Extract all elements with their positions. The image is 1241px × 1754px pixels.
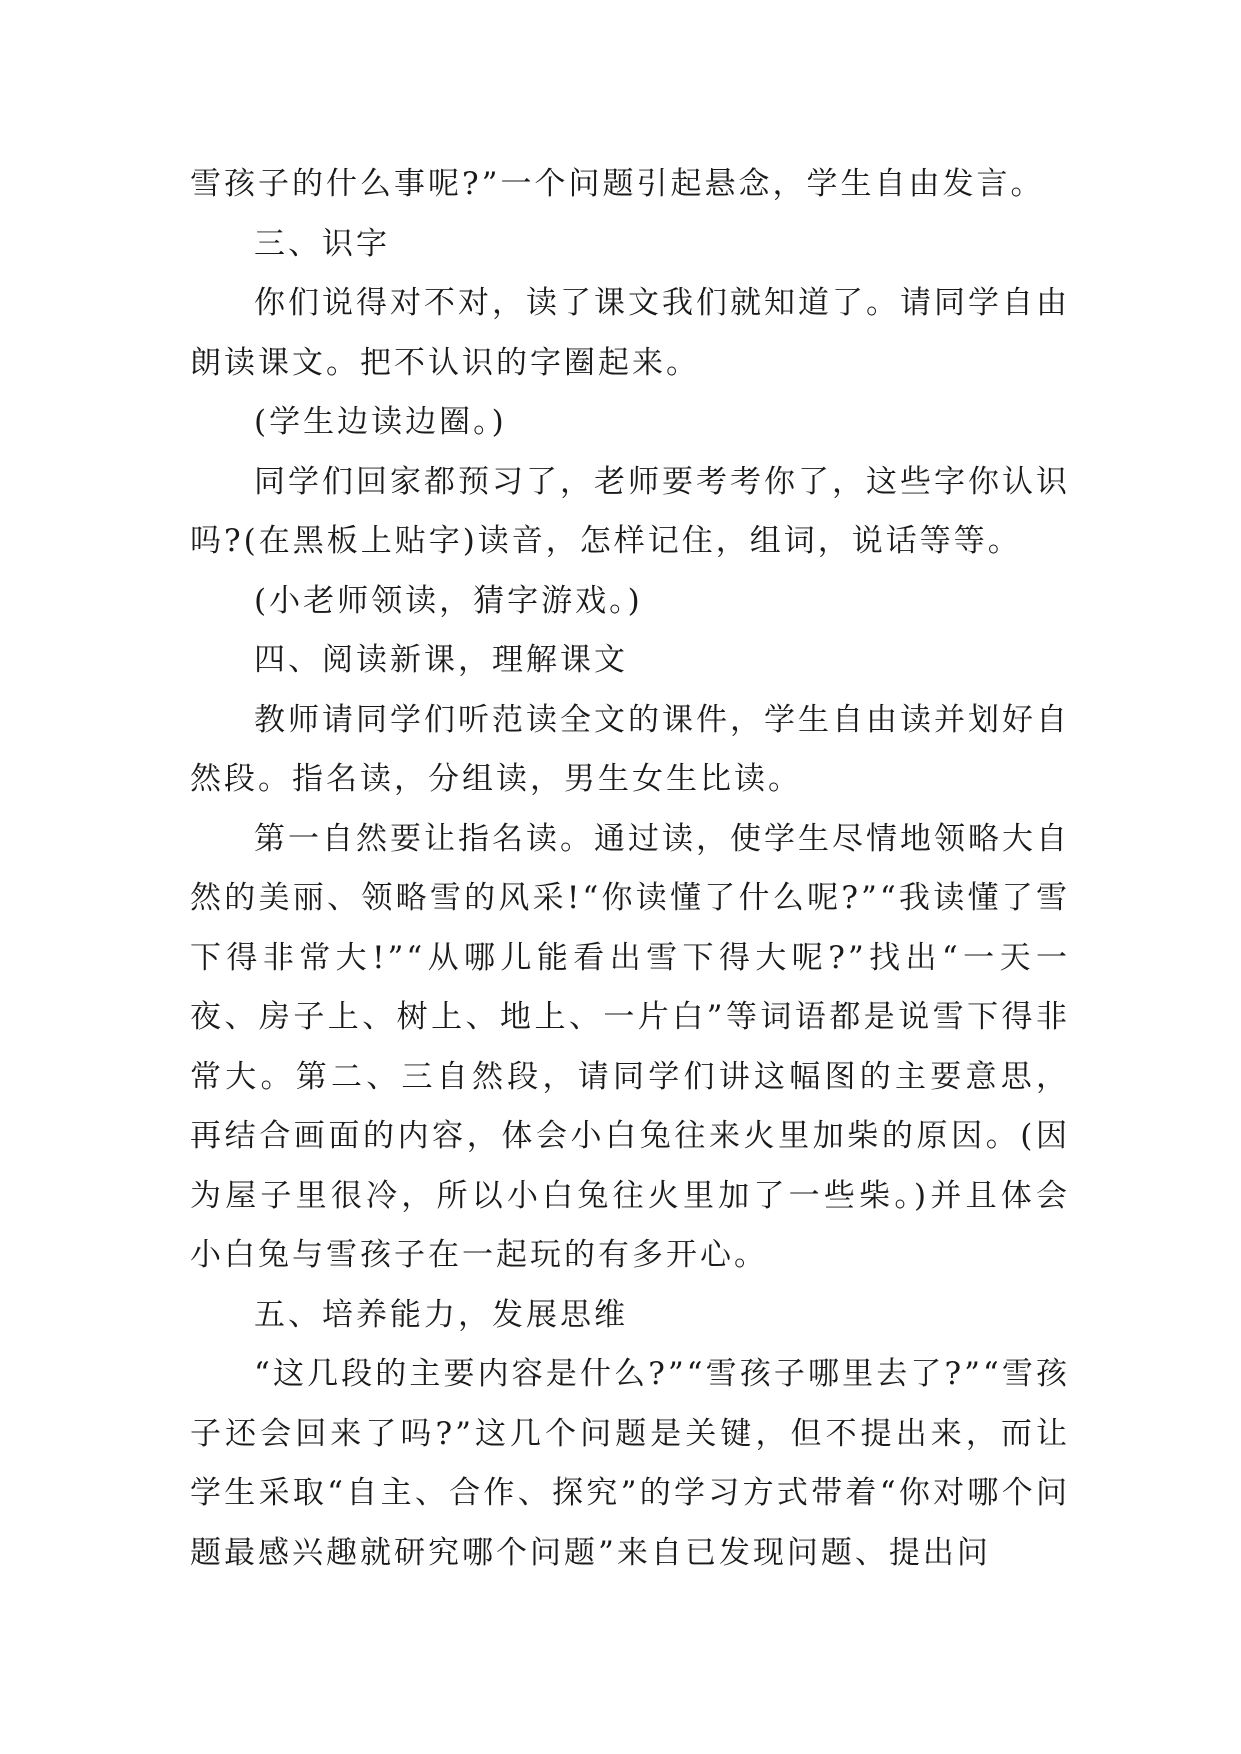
paragraph-key-questions: “这几段的主要内容是什么?”“雪孩子哪里去了?”“雪孩子还会回来了吗?”这几个问题是关键，但不提出来，而让学生采取“自主、合作、探究”的学习方式带着“你对哪个问题最感兴趣就研究哪个问题”来自已发现问题、提出问 xyxy=(190,1356,1070,1571)
document-body xyxy=(190,155,1070,1583)
section-heading-literacy: 三、识字 xyxy=(254,225,390,262)
paragraph-students-circle: (学生边读边圈。) xyxy=(254,404,507,440)
section-heading-reading: 四、阅读新课，理解课文 xyxy=(254,642,628,678)
paragraph-preview-test: 同学们回家都预习了，老师要考考你了，这些字你认识吗?(在黑板上贴字)读音，怎样记住，组词，说话等等。 xyxy=(190,463,1070,559)
section-heading-thinking: 五、培养能力，发展思维 xyxy=(254,1296,628,1333)
paragraph-free-reading: 你们说得对不对，读了课文我们就知道了。请同学自由朗读课文。把不认识的字圈起来。 xyxy=(190,285,1070,381)
paragraph-first-section: 第一自然要让指名读。通过读，使学生尽情地领略大自然的美丽、领略雪的风采!“你读懂了什么呢?”“我读懂了雪下得非常大!”“从哪儿能看出雪下得大呢?”找出“一天一夜、房子上、树上、地上、一片白”等词语都是说雪下得非常大。第二、三自然段，请同学们讲这幅图的主要意思，再结合画面的内容，体会小白兔往来火里加柴的原因。(因为屋子里很冷，所以小白兔往火里加了一些柴。)并且体会小白兔与雪孩子在一起玩的有多开心。 xyxy=(190,820,1070,1273)
paragraph-little-teacher: (小老师领读，猜字游戏。) xyxy=(254,582,643,619)
paragraph-intro-continuation: 雪孩子的什么事呢?”一个问题引起悬念，学生自由发言。 xyxy=(190,166,1045,202)
paragraph-model-reading: 教师请同学们听范读全文的课件，学生自由读并划好自然段。指名读，分组读，男生女生比读。 xyxy=(190,701,1070,797)
